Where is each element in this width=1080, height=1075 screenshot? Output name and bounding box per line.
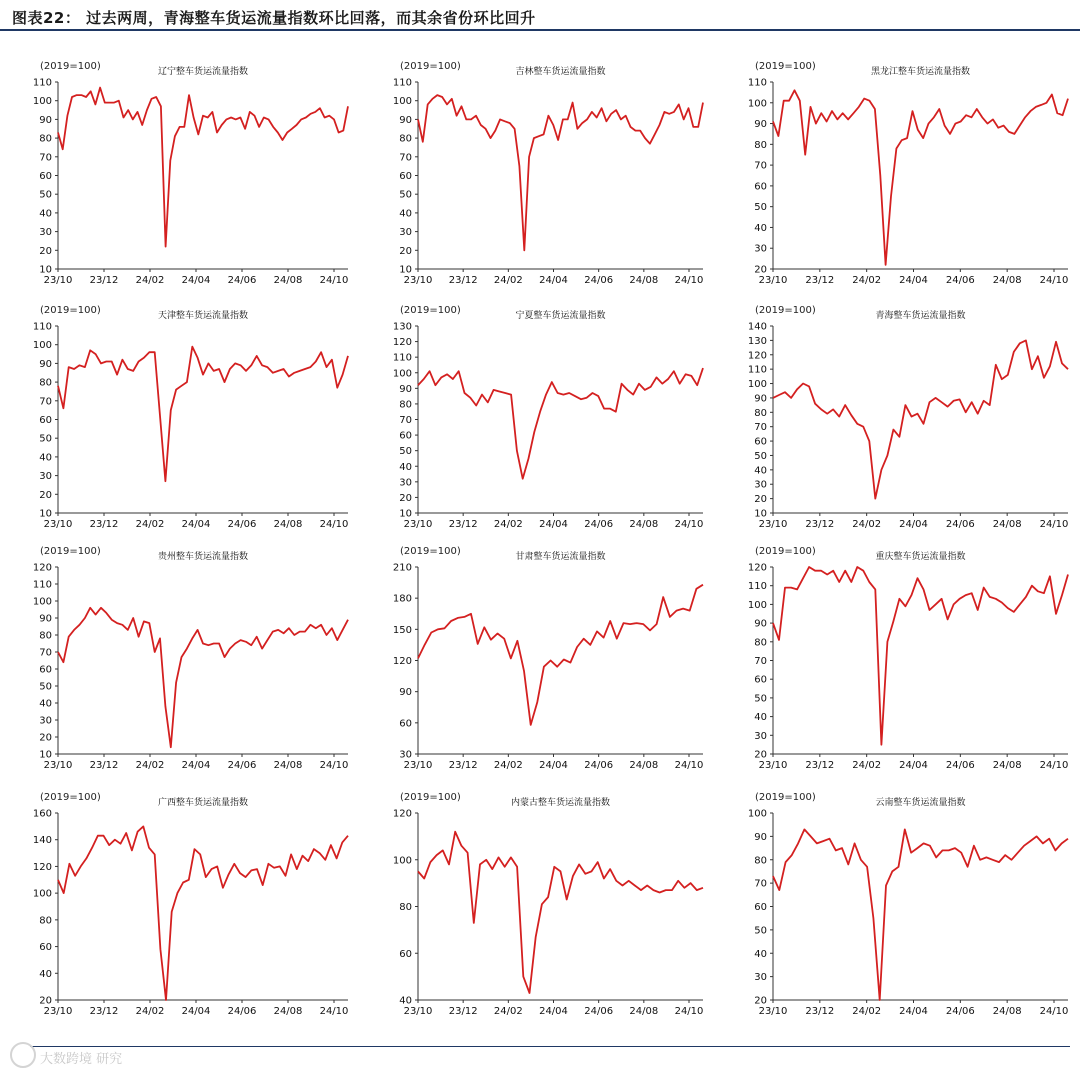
y-tick-label: 50 bbox=[754, 925, 767, 937]
y-tick-label: 70 bbox=[39, 647, 52, 659]
y-tick-label: 40 bbox=[39, 452, 52, 464]
x-tick-label: 24/04 bbox=[181, 1006, 211, 1017]
y-tick-label: 110 bbox=[747, 581, 767, 593]
y-tick-label: 90 bbox=[754, 831, 767, 843]
x-tick-label: 24/10 bbox=[319, 275, 349, 286]
y-tick-label: 20 bbox=[399, 492, 412, 504]
y-tick-label: 50 bbox=[39, 189, 52, 201]
y-tick-label: 120 bbox=[392, 808, 412, 820]
y-tick-label: 20 bbox=[39, 489, 52, 501]
x-tick-label: 23/12 bbox=[805, 1006, 835, 1017]
x-tick-label: 23/10 bbox=[43, 275, 73, 286]
x-tick-label: 23/10 bbox=[403, 275, 433, 286]
y-tick-label: 90 bbox=[399, 383, 412, 395]
y-tick-label: 120 bbox=[32, 562, 52, 574]
y-tick-label: 180 bbox=[392, 593, 412, 605]
series-line bbox=[58, 608, 348, 747]
x-tick-label: 24/04 bbox=[539, 275, 568, 286]
y-tick-label: 100 bbox=[392, 368, 412, 380]
x-tick-label: 24/04 bbox=[181, 760, 211, 771]
x-tick-label: 24/08 bbox=[992, 275, 1022, 286]
footer-divider bbox=[30, 1046, 1070, 1047]
y-tick-label: 60 bbox=[754, 181, 767, 193]
y-tick-label: 100 bbox=[747, 599, 767, 611]
x-tick-label: 24/02 bbox=[135, 1006, 165, 1017]
unit-label: (2019=100) bbox=[400, 546, 461, 557]
unit-label: (2019=100) bbox=[755, 305, 816, 316]
x-tick-label: 23/12 bbox=[448, 275, 478, 286]
y-tick-label: 50 bbox=[39, 681, 52, 693]
unit-label: (2019=100) bbox=[755, 61, 816, 72]
x-tick-label: 24/02 bbox=[135, 519, 165, 530]
x-tick-label: 23/12 bbox=[89, 275, 119, 286]
y-tick-label: 100 bbox=[32, 96, 52, 108]
y-tick-label: 90 bbox=[39, 613, 52, 625]
y-tick-label: 100 bbox=[747, 98, 767, 110]
y-tick-label: 40 bbox=[399, 461, 412, 473]
x-tick-label: 23/12 bbox=[448, 1006, 478, 1017]
y-tick-label: 30 bbox=[399, 227, 412, 239]
series-line bbox=[418, 368, 703, 479]
x-tick-label: 23/12 bbox=[89, 1006, 119, 1017]
x-tick-label: 24/08 bbox=[629, 1006, 659, 1017]
x-tick-label: 23/10 bbox=[758, 1006, 788, 1017]
x-tick-label: 24/08 bbox=[992, 1006, 1022, 1017]
y-tick-label: 90 bbox=[754, 119, 767, 131]
y-tick-label: 30 bbox=[39, 715, 52, 727]
y-tick-label: 90 bbox=[39, 114, 52, 126]
y-tick-label: 80 bbox=[399, 902, 412, 913]
y-tick-label: 210 bbox=[392, 562, 412, 574]
y-tick-label: 80 bbox=[754, 855, 767, 867]
x-tick-label: 24/08 bbox=[629, 275, 659, 286]
chart-title: 青海整车货运流量指数 bbox=[875, 311, 966, 321]
chart-ningxia bbox=[360, 296, 715, 541]
y-tick-label: 40 bbox=[399, 208, 412, 220]
y-tick-label: 30 bbox=[754, 243, 767, 255]
x-tick-label: 24/10 bbox=[1039, 1006, 1069, 1017]
y-tick-label: 30 bbox=[754, 479, 767, 491]
y-tick-label: 70 bbox=[754, 422, 767, 434]
y-tick-label: 70 bbox=[399, 152, 412, 164]
x-tick-label: 24/06 bbox=[227, 1006, 257, 1017]
x-tick-label: 24/08 bbox=[273, 1006, 303, 1017]
x-tick-label: 24/10 bbox=[674, 275, 704, 286]
chart-tianjin bbox=[0, 296, 360, 541]
y-tick-label: 50 bbox=[399, 189, 412, 201]
y-tick-label: 100 bbox=[392, 855, 412, 867]
y-tick-label: 40 bbox=[754, 712, 767, 724]
y-tick-label: 70 bbox=[39, 152, 52, 164]
x-tick-label: 24/02 bbox=[493, 1006, 523, 1017]
y-tick-label: 80 bbox=[39, 915, 52, 927]
x-tick-label: 24/06 bbox=[227, 760, 257, 771]
series-line bbox=[58, 88, 348, 247]
y-tick-label: 70 bbox=[754, 878, 767, 890]
chart-heilongjiang bbox=[715, 52, 1080, 297]
x-tick-label: 23/10 bbox=[43, 519, 73, 530]
chart-yunnan bbox=[715, 783, 1080, 1028]
y-tick-label: 90 bbox=[399, 114, 412, 126]
y-tick-label: 60 bbox=[399, 430, 412, 442]
chart-title: 辽宁整车货运流量指数 bbox=[157, 67, 249, 77]
chart-guizhou bbox=[0, 537, 360, 782]
x-tick-label: 24/08 bbox=[273, 275, 303, 286]
x-tick-label: 24/06 bbox=[945, 275, 975, 286]
y-tick-label: 90 bbox=[39, 358, 52, 370]
y-tick-label: 100 bbox=[392, 96, 412, 108]
watermark-logo-icon bbox=[10, 1042, 36, 1068]
y-tick-label: 80 bbox=[39, 630, 52, 642]
figure-title: 图表22： 过去两周，青海整车货运流量指数环比回落，而其余省份环比回升 bbox=[12, 9, 536, 27]
y-tick-label: 60 bbox=[754, 436, 767, 448]
series-line bbox=[58, 826, 348, 1000]
y-tick-label: 80 bbox=[399, 399, 412, 411]
y-tick-label: 20 bbox=[754, 494, 767, 506]
watermark-text: 大数跨境 研究 bbox=[40, 1052, 123, 1067]
y-tick-label: 10 bbox=[399, 508, 412, 520]
chart-title: 甘肃整车货运流量指数 bbox=[515, 552, 606, 562]
x-tick-label: 24/10 bbox=[1039, 760, 1069, 771]
x-tick-label: 24/02 bbox=[852, 519, 882, 530]
y-tick-label: 120 bbox=[747, 562, 767, 574]
y-tick-label: 40 bbox=[39, 968, 52, 980]
x-tick-label: 24/08 bbox=[273, 519, 303, 530]
series-line bbox=[58, 347, 348, 482]
y-tick-label: 100 bbox=[747, 808, 767, 820]
x-tick-label: 24/04 bbox=[539, 760, 568, 771]
x-tick-label: 24/10 bbox=[674, 760, 704, 771]
series-line bbox=[418, 832, 703, 993]
x-tick-label: 24/04 bbox=[539, 519, 568, 530]
x-tick-label: 24/04 bbox=[181, 275, 211, 286]
y-tick-label: 20 bbox=[39, 732, 52, 744]
x-tick-label: 24/06 bbox=[945, 760, 975, 771]
unit-label: (2019=100) bbox=[400, 61, 461, 72]
chart-chongqing bbox=[715, 537, 1080, 782]
unit-label: (2019=100) bbox=[40, 61, 101, 72]
report-header bbox=[0, 0, 1080, 30]
y-tick-label: 70 bbox=[399, 415, 412, 426]
y-tick-label: 30 bbox=[399, 477, 412, 489]
y-tick-label: 130 bbox=[392, 321, 412, 333]
header-divider bbox=[0, 29, 1080, 31]
x-tick-label: 24/06 bbox=[584, 760, 614, 771]
y-tick-label: 110 bbox=[747, 77, 767, 89]
x-tick-label: 24/10 bbox=[1039, 275, 1069, 286]
y-tick-label: 40 bbox=[754, 465, 767, 477]
x-tick-label: 24/06 bbox=[584, 1006, 614, 1017]
y-tick-label: 20 bbox=[754, 995, 767, 1007]
y-tick-label: 30 bbox=[39, 227, 52, 239]
x-tick-label: 23/10 bbox=[403, 760, 433, 771]
x-tick-label: 24/06 bbox=[227, 275, 257, 286]
series-line bbox=[418, 95, 703, 250]
chart-title: 黑龙江整车货运流量指数 bbox=[870, 67, 971, 77]
y-tick-label: 20 bbox=[39, 245, 52, 257]
unit-label: (2019=100) bbox=[40, 792, 101, 803]
chart-title: 吉林整车货运流量指数 bbox=[515, 67, 606, 77]
y-tick-label: 60 bbox=[754, 674, 767, 686]
y-tick-label: 90 bbox=[399, 687, 412, 699]
x-tick-label: 23/12 bbox=[89, 519, 119, 530]
x-tick-label: 23/10 bbox=[758, 760, 788, 771]
y-tick-label: 100 bbox=[32, 888, 52, 900]
x-tick-label: 24/02 bbox=[493, 275, 523, 286]
y-tick-label: 160 bbox=[32, 808, 52, 820]
unit-label: (2019=100) bbox=[400, 305, 461, 316]
y-tick-label: 50 bbox=[39, 433, 52, 445]
x-tick-label: 24/08 bbox=[992, 760, 1022, 771]
chart-jilin bbox=[360, 52, 715, 297]
chart-title: 贵州整车货运流量指数 bbox=[157, 552, 249, 562]
x-tick-label: 24/02 bbox=[852, 275, 882, 286]
y-tick-label: 120 bbox=[392, 656, 412, 667]
x-tick-label: 24/04 bbox=[539, 1006, 568, 1017]
x-tick-label: 23/12 bbox=[89, 760, 119, 771]
x-tick-label: 24/02 bbox=[493, 760, 523, 771]
y-tick-label: 110 bbox=[32, 579, 52, 591]
y-tick-label: 80 bbox=[399, 133, 412, 145]
x-tick-label: 24/10 bbox=[319, 519, 349, 530]
x-tick-label: 24/06 bbox=[584, 275, 614, 286]
x-tick-label: 23/12 bbox=[448, 519, 478, 530]
chart-title: 天津整车货运流量指数 bbox=[157, 311, 249, 321]
y-tick-label: 150 bbox=[392, 624, 412, 636]
x-tick-label: 23/10 bbox=[758, 519, 788, 530]
y-tick-label: 10 bbox=[399, 264, 412, 276]
x-tick-label: 24/08 bbox=[629, 760, 659, 771]
y-tick-label: 60 bbox=[39, 415, 52, 426]
chart-neimenggu bbox=[360, 783, 715, 1028]
y-tick-label: 70 bbox=[39, 396, 52, 408]
y-tick-label: 60 bbox=[39, 171, 52, 182]
y-tick-label: 10 bbox=[754, 508, 767, 520]
unit-label: (2019=100) bbox=[400, 792, 461, 803]
x-tick-label: 24/08 bbox=[992, 519, 1022, 530]
y-tick-label: 80 bbox=[754, 637, 767, 649]
x-tick-label: 24/02 bbox=[135, 275, 165, 286]
chart-title: 内蒙古整车货运流量指数 bbox=[510, 798, 611, 808]
y-tick-label: 80 bbox=[39, 377, 52, 389]
y-tick-label: 110 bbox=[392, 77, 412, 89]
x-tick-label: 24/02 bbox=[135, 760, 165, 771]
chart-guangxi bbox=[0, 783, 360, 1028]
y-tick-label: 60 bbox=[399, 948, 412, 960]
x-tick-label: 24/08 bbox=[273, 760, 303, 771]
y-tick-label: 120 bbox=[747, 350, 767, 362]
y-tick-label: 10 bbox=[39, 264, 52, 276]
y-tick-label: 130 bbox=[747, 335, 767, 347]
x-tick-label: 24/06 bbox=[945, 1006, 975, 1017]
y-tick-label: 60 bbox=[399, 718, 412, 730]
x-tick-label: 24/04 bbox=[899, 519, 928, 530]
y-tick-label: 30 bbox=[754, 972, 767, 984]
y-tick-label: 100 bbox=[32, 596, 52, 608]
y-tick-label: 60 bbox=[39, 942, 52, 954]
y-tick-label: 60 bbox=[754, 902, 767, 913]
y-tick-label: 140 bbox=[747, 321, 767, 333]
unit-label: (2019=100) bbox=[40, 546, 101, 557]
x-tick-label: 23/12 bbox=[448, 760, 478, 771]
x-tick-label: 24/02 bbox=[493, 519, 523, 530]
series-line bbox=[773, 567, 1068, 745]
y-tick-label: 120 bbox=[392, 337, 412, 349]
y-tick-label: 110 bbox=[32, 321, 52, 333]
y-tick-label: 100 bbox=[747, 379, 767, 391]
x-tick-label: 24/06 bbox=[227, 519, 257, 530]
y-tick-label: 100 bbox=[32, 340, 52, 352]
x-tick-label: 24/10 bbox=[1039, 519, 1069, 530]
y-tick-label: 140 bbox=[32, 835, 52, 847]
y-tick-label: 50 bbox=[754, 202, 767, 214]
y-tick-label: 50 bbox=[754, 693, 767, 705]
x-tick-label: 23/10 bbox=[403, 1006, 433, 1017]
x-tick-label: 23/10 bbox=[403, 519, 433, 530]
y-tick-label: 10 bbox=[39, 749, 52, 761]
x-tick-label: 24/02 bbox=[852, 760, 882, 771]
x-tick-label: 23/10 bbox=[43, 1006, 73, 1017]
y-tick-label: 40 bbox=[399, 995, 412, 1007]
y-tick-label: 120 bbox=[32, 861, 52, 873]
y-tick-label: 90 bbox=[754, 393, 767, 405]
x-tick-label: 23/10 bbox=[758, 275, 788, 286]
y-tick-label: 60 bbox=[39, 664, 52, 676]
series-line bbox=[418, 585, 703, 725]
y-tick-label: 20 bbox=[39, 995, 52, 1007]
y-tick-label: 20 bbox=[754, 264, 767, 276]
x-tick-label: 24/06 bbox=[584, 519, 614, 530]
chart-title: 重庆整车货运流量指数 bbox=[875, 552, 966, 562]
series-line bbox=[773, 90, 1068, 264]
y-tick-label: 80 bbox=[39, 133, 52, 145]
x-tick-label: 23/12 bbox=[805, 760, 835, 771]
y-tick-label: 40 bbox=[39, 208, 52, 220]
x-tick-label: 24/08 bbox=[629, 519, 659, 530]
x-tick-label: 24/04 bbox=[899, 275, 928, 286]
y-tick-label: 70 bbox=[754, 160, 767, 172]
x-tick-label: 24/02 bbox=[852, 1006, 882, 1017]
x-tick-label: 24/10 bbox=[674, 519, 704, 530]
y-tick-label: 10 bbox=[39, 508, 52, 520]
y-tick-label: 110 bbox=[392, 352, 412, 364]
y-tick-label: 70 bbox=[754, 656, 767, 667]
y-tick-label: 30 bbox=[39, 471, 52, 483]
x-tick-label: 23/12 bbox=[805, 275, 835, 286]
chart-title: 广西整车货运流量指数 bbox=[157, 798, 249, 808]
x-tick-label: 24/10 bbox=[674, 1006, 704, 1017]
y-tick-label: 40 bbox=[754, 222, 767, 234]
chart-qinghai bbox=[715, 296, 1080, 541]
y-tick-label: 30 bbox=[399, 749, 412, 761]
chart-title: 云南整车货运流量指数 bbox=[875, 798, 966, 808]
y-tick-label: 20 bbox=[754, 749, 767, 761]
y-tick-label: 80 bbox=[754, 407, 767, 419]
x-tick-label: 24/04 bbox=[181, 519, 211, 530]
y-tick-label: 50 bbox=[399, 446, 412, 458]
x-tick-label: 24/04 bbox=[899, 1006, 928, 1017]
y-tick-label: 80 bbox=[754, 139, 767, 151]
series-line bbox=[773, 340, 1068, 498]
unit-label: (2019=100) bbox=[755, 546, 816, 557]
y-tick-label: 110 bbox=[32, 77, 52, 89]
y-tick-label: 110 bbox=[747, 364, 767, 376]
chart-liaoning bbox=[0, 52, 360, 297]
series-line bbox=[773, 829, 1068, 1000]
x-tick-label: 23/12 bbox=[805, 519, 835, 530]
unit-label: (2019=100) bbox=[755, 792, 816, 803]
x-tick-label: 24/04 bbox=[899, 760, 928, 771]
y-tick-label: 40 bbox=[754, 948, 767, 960]
y-tick-label: 20 bbox=[399, 245, 412, 257]
y-tick-label: 30 bbox=[754, 730, 767, 742]
x-tick-label: 24/10 bbox=[319, 760, 349, 771]
y-tick-label: 40 bbox=[39, 698, 52, 710]
x-tick-label: 23/10 bbox=[43, 760, 73, 771]
y-tick-label: 50 bbox=[754, 450, 767, 462]
unit-label: (2019=100) bbox=[40, 305, 101, 316]
x-tick-label: 24/10 bbox=[319, 1006, 349, 1017]
chart-title: 宁夏整车货运流量指数 bbox=[515, 311, 606, 321]
y-tick-label: 60 bbox=[399, 171, 412, 182]
x-tick-label: 24/06 bbox=[945, 519, 975, 530]
y-tick-label: 90 bbox=[754, 618, 767, 630]
chart-gansu bbox=[360, 537, 715, 782]
